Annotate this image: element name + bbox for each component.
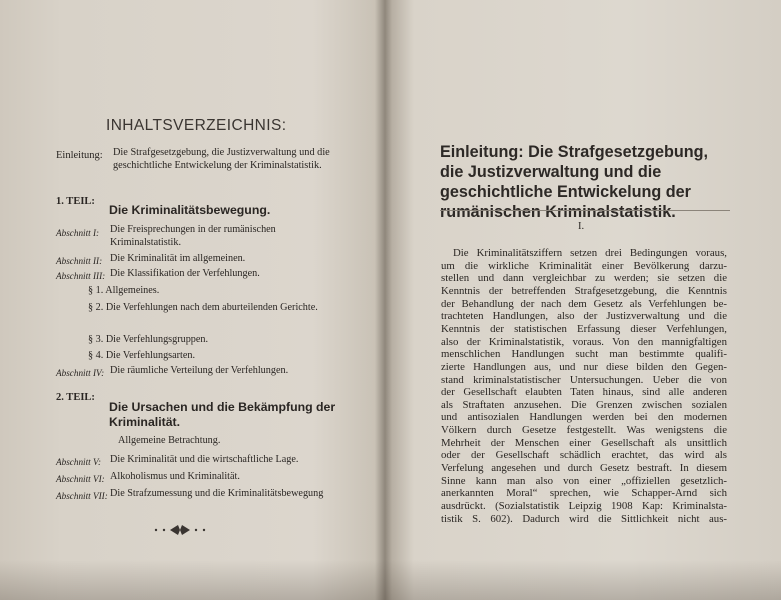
abschnitt-label: Abschnitt VI: [56,474,105,484]
abschnitt-label: Abschnitt II: [56,256,103,266]
toc-title: INHALTSVERZEICHNIS: [106,117,287,134]
section-number: I. [578,221,585,232]
chapter-heading: Einleitung: Die Strafgesetzgebung, die Justizverwaltung und die geschichtliche Entwickelung der rumänischen Kriminalstatistik. [440,143,709,221]
general-consideration: Allgemeine Betrachtung. [118,435,221,446]
body-line: zierte Handlungen aus, und nur diese bilden den Gegen- [441,360,727,373]
toc-entry: Die Klassifikation der Verfehlungen. [110,268,260,279]
body-line: der Behandlung der nach dem Gesetz als Verfehlungen be- [441,297,727,310]
toc-entry: Die Freisprechungen in der rumänischen Kriminalstatistik. [110,224,276,248]
abschnitt-label: Abschnitt I: [56,228,100,238]
body-line: Kenntnis der statistischen Erfassung dieser Verfehlungen, [441,322,727,335]
toc-section: § 1. Allgemeines. [88,285,160,296]
toc-section: § 3. Die Verfehlungsgruppen. [88,334,209,345]
body-line: Die Kriminalitätsziffern setzen drei Bedingungen voraus, [453,247,727,259]
part2-title: Die Ursachen und die Bekämpfung der Kriminalität. [109,400,336,429]
body-line: Verfelung angesehen und durch Gesetz bestraft. In diesem [441,462,727,475]
left-page [0,0,384,600]
toc-entry: Die Kriminalität im allgemeinen. [110,253,246,264]
body-line: tistik S. 602). Dadurch wird die Sittlichkeit nicht aus- [441,512,727,525]
page-shadow [0,560,781,600]
body-line: oder der Gesellschaft schädlich erachtet, das wird als [441,449,727,462]
body-line: um die wirkliche Kriminalität einer Bevölkerung darzu- [441,259,727,272]
abschnitt-label: Abschnitt V: [56,457,102,467]
toc-entry: Alkoholismus und Kriminalität. [110,471,240,482]
body-line: Mehrheit der Menschen einer Gesellschaft als unsittlich [441,436,727,449]
right-page [386,0,781,600]
abschnitt-label: Abschnitt IV: [56,368,105,378]
body-line: stellen und dann vergleichbar zu werden; sie setzen die [441,272,727,285]
toc-section: § 4. Die Verfehlungsarten. [88,350,196,361]
part1-title: Die Kriminalitätsbewegung. [109,203,271,217]
body-line: der Gesellschaft elaubten Taten hinaus, sind alle anderen [441,386,727,399]
part1-label: 1. TEIL: [56,196,95,207]
body-line: stand kriminalstatistischer Untersuchungen. Ueber die von [441,373,727,386]
body-line: Kenntnis der betreffenden Strafgesetzgebung, die Kenntnis [441,284,727,297]
toc-entry: Die Kriminalität und die wirtschaftliche Lage. [110,454,299,465]
ornament-divider [150,523,210,541]
intro-text: Die Strafgesetzgebung, die Justizverwaltung und die geschichtliche Entwickelung der Kriminalstatistik. [113,147,330,171]
abschnitt-label: Abschnitt VII: [56,491,108,501]
body-line: trachteten Handlungen, also der Justizverwaltung und die [441,310,727,323]
body-line: ausdrückt. (Sozialstatistik Leipzig 1908 Kap: Kriminalsta- [441,500,727,512]
body-line: und antisozialen Handlungen werden bei den modernen [441,411,727,424]
heading-rule [440,210,730,211]
body-line: also der Kriminalstatistik, voraus. Von den mannigfaltigen [441,335,727,348]
toc-section: § 2. Die Verfehlungen nach dem aburteilenden Gerichte. [88,302,318,313]
body-line: Sinne kann man also von einer „offiziellen gesetzlich- [441,474,727,487]
body-line: Völkern durch Gesetze festgestellt. Was wenigstens die [441,424,727,437]
abschnitt-label: Abschnitt III: [56,271,106,281]
part2-label: 2. TEIL: [56,392,95,403]
toc-entry: Die räumliche Verteilung der Verfehlungen. [110,365,289,376]
body-line: menschlichen Handlungen sucht man bestimmte qualifi- [441,348,727,361]
body-line: als Straftaten anzusehen. Die Grenzen zwischen sozialen [441,398,727,411]
body-line: anerkannten Moral“ sprechen, wie Schapper-Arnd sich [441,487,727,500]
intro-label: Einleitung: [56,150,103,161]
toc-entry: Die Strafzumessung und die Kriminalitätsbewegung [110,488,324,499]
